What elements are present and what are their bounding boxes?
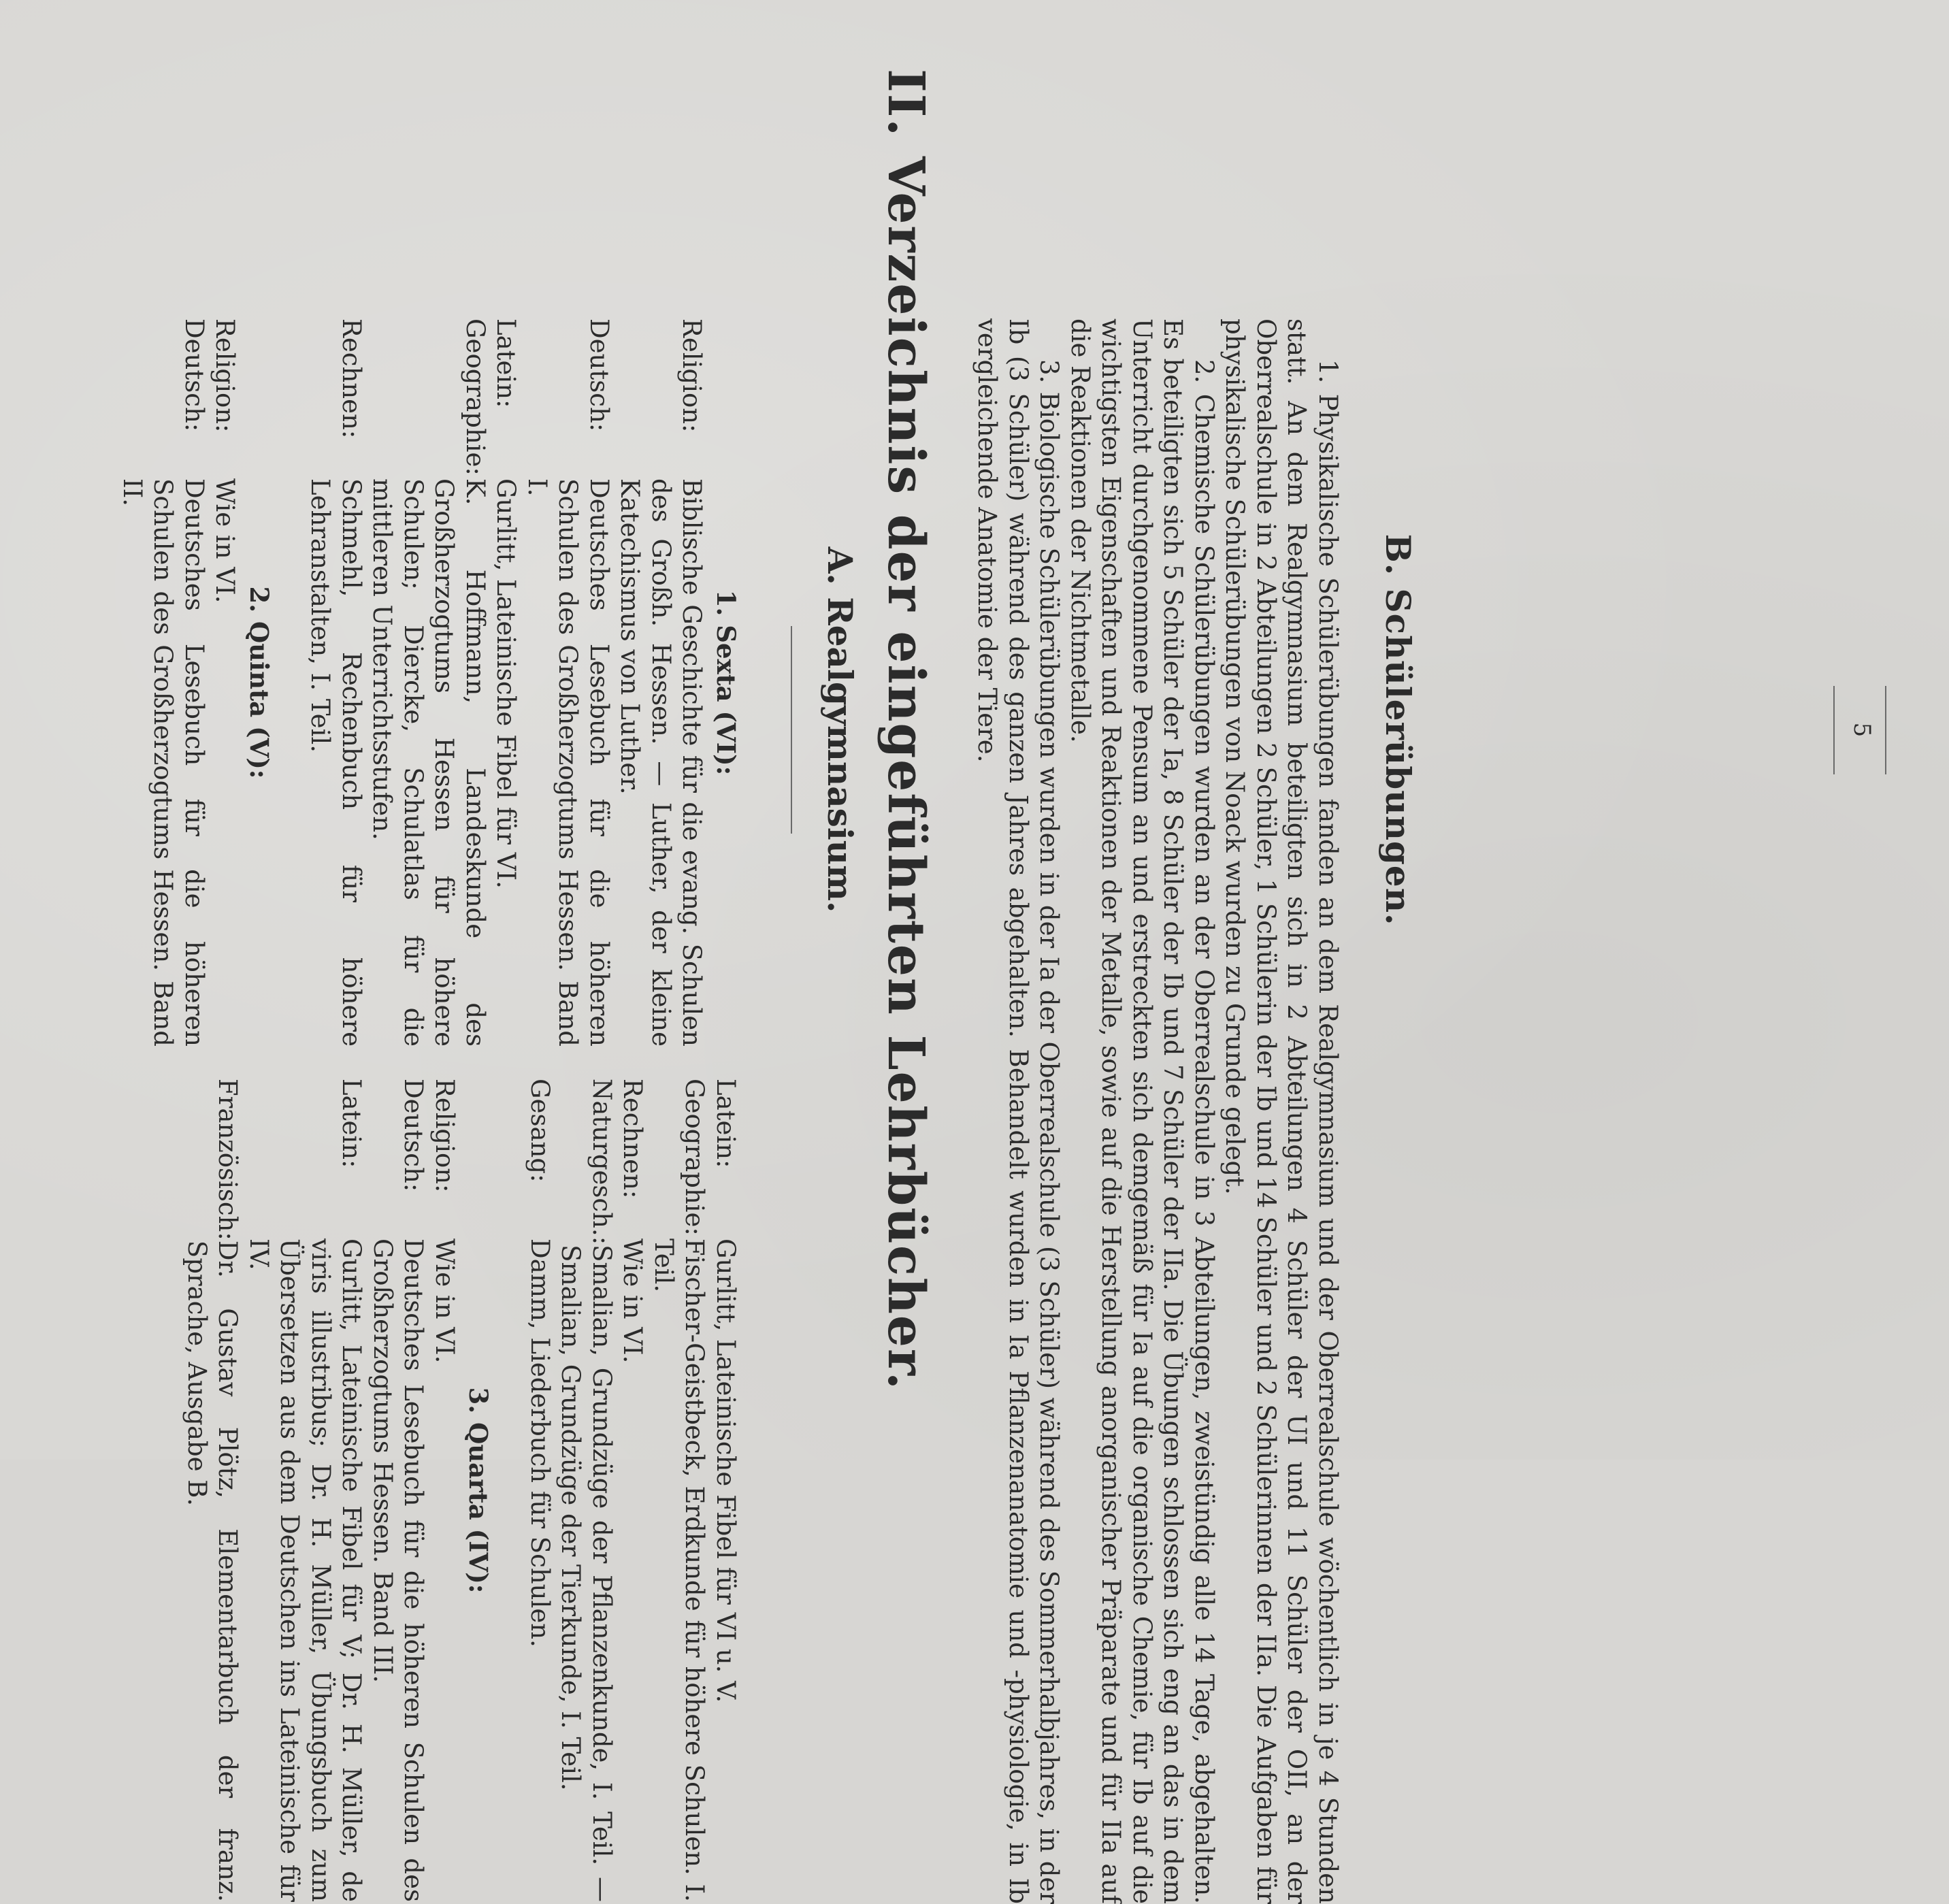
subject-label: Naturgesch.:: [587, 1079, 617, 1245]
book-text: Dr. Gustav Plötz, Elementarbuch der franz. Sprache, Ausgabe B.: [182, 1240, 243, 1902]
subject-label: Geographie:: [461, 318, 490, 476]
subject-label: Gesang:: [525, 1079, 555, 1183]
list-item: [491, 318, 522, 1047]
list-item: [710, 1079, 742, 1902]
book-text: Wie in VI.: [618, 1238, 648, 1364]
subject-label: Französisch:: [213, 1079, 243, 1241]
book-text: Wie in VI.: [430, 1238, 459, 1364]
page-number-rule-top: [1885, 686, 1886, 774]
book-text: Wie in VI.: [210, 478, 240, 604]
book-text: Fischer-Geistbeck, Erdkunde für höhere Schulen. I. Teil.: [649, 1238, 710, 1902]
subject-label: Deutsch:: [180, 318, 209, 432]
section-a-heading: A. Realgymnasium.: [820, 546, 860, 913]
list-item: [244, 1079, 367, 1902]
paragraph-chemistry: 2. Chemische Schülerübungen wurden an der Oberrealschule in 3 Abteilungen, zweistündig alle 14 Tage, abgehalten. Es beteiligten sich 5 Schüler der Ia, 8 Schüler der Ib und 7 Schüler der IIa. Die Übungen schlossen sich eng an das in dem Unterricht durchgenommene Pensum an und erstreckten sich demgemäß für Ia auf die organische Chemie, für Ib auf die wichtigsten Eigenschaften und Reaktionen der Metalle, sowie auf die Herstellung anorganischer Präparate und für IIa auf die Reaktionen der Nichtmetalle.: [1066, 318, 1219, 1904]
book-text: Schmehl, Rechenbuch für höhere Lehranstalten, I. Teil.: [306, 478, 366, 1047]
list-item: [210, 318, 241, 1047]
list-item: [649, 1079, 710, 1902]
book-text: Smalian, Grundzüge der Pflanzenkunde, I. Teil. — Smalian, Grundzüge der Tierkunde, I. Teil.: [556, 1245, 617, 1902]
subject-label: Religion:: [210, 318, 240, 433]
book-text: Deutsches Lesebuch für die höheren Schulen des Großherzogtums Hessen. Band II.: [118, 478, 209, 1047]
subject-label: Religion:: [677, 318, 707, 433]
page-number-rule-bottom: [1833, 686, 1835, 774]
subject-label: Latein:: [711, 1079, 740, 1168]
list-item: [555, 1079, 617, 1902]
quarta-title: 3. Quarta (IV):: [463, 1387, 494, 1594]
book-text: Deutsches Lesebuch für die höheren Schulen des Großherzogtums Hessen. Band I.: [523, 478, 614, 1047]
section-divider: [791, 626, 792, 834]
subject-label: Deutsch:: [585, 318, 614, 432]
list-item: [615, 318, 708, 1047]
subject-label: Latein:: [491, 318, 521, 408]
book-text: Deutsches Lesebuch für die höheren Schulen des Großherzogtums Hessen. Band III.: [368, 1238, 429, 1902]
list-item: [522, 318, 615, 1047]
list-item: [367, 318, 491, 1047]
spacer: [494, 1079, 525, 1902]
section-b-body: [972, 318, 1343, 1904]
subject-label: Rechnen:: [337, 318, 366, 439]
paragraph-physics: 1. Physikalische Schülerübungen fanden an dem Realgymnasium und der Oberrealschule wöchentlich in je 4 Stunden statt. An dem Realgymnasium beteiligten sich in 2 Abteilungen 4 Schüler der UI und 11 Schüler der OII, an der Oberrealschule in 2 Abteilungen 2 Schüler, 1 Schülerin der Ib und 14 Schüler und 2 Schülerinnen der IIa. Die Aufgaben für physikalische Schülerübungen von Noack wurden zu Grunde gelegt.: [1220, 318, 1343, 1904]
right-column: [182, 1079, 742, 1902]
subject-label: Geographie:: [680, 1079, 710, 1236]
list-item: [305, 318, 367, 1047]
section-ii-heading: II. Verzeichnis der eingeführten Lehrbücher.: [877, 69, 935, 1391]
book-text: Gurlitt, Lateinische Fibel für V; Dr. H. Müller, de viris illustribus; Dr. H. Müller, Übungsbuch zum Übersetzen aus dem Deutschen ins Lateinische für IV.: [244, 1238, 367, 1902]
subject-label: Rechnen:: [618, 1079, 648, 1199]
sexta-title: 1. Sexta (VI):: [711, 589, 741, 776]
book-text: Gurlitt, Lateinische Fibel für VI u. V.: [711, 1238, 740, 1703]
list-item: [117, 318, 210, 1047]
list-item: [182, 1079, 244, 1902]
page-number: 5: [1848, 722, 1876, 738]
subject-label: Latein:: [337, 1079, 367, 1168]
quinta-title: 2. Quinta (V):: [244, 586, 274, 779]
list-item: [617, 1079, 649, 1902]
spacer: [274, 318, 305, 1047]
list-item: [525, 1079, 556, 1902]
book-text: Biblische Geschichte für die evang. Schulen des Großh. Hessen. — Luther, der kleine Katechismus von Luther.: [615, 478, 707, 1047]
list-item: [367, 1079, 429, 1902]
section-b-heading: B. Schülerübungen.: [1378, 534, 1418, 926]
paragraph-biology: 3. Biologische Schülerübungen wurden in der Ia der Oberrealschule (3 Schüler) während des Sommerhalbjahres, in der Ib (3 Schüler) während des ganzen Jahres abgehalten. Behandelt wurden in Ia Pflanzenanatomie und -physiologie, in Ib vergleichende Anatomie der Tiere.: [972, 318, 1064, 1904]
subject-label: Deutsch:: [399, 1079, 429, 1192]
list-item: [429, 1079, 461, 1902]
subject-label: Religion:: [430, 1079, 459, 1193]
book-text: Damm, Liederbuch für Schulen.: [525, 1238, 555, 1647]
left-column: [117, 318, 742, 1047]
book-text: Gurlitt, Lateinische Fibel für VI.: [491, 478, 521, 889]
book-text: K. Hoffmann, Landeskunde des Großherzogtums Hessen für höhere Schulen; Diercke, Schulatlas für die mittleren Unterrichtsstufen.: [367, 478, 490, 1047]
